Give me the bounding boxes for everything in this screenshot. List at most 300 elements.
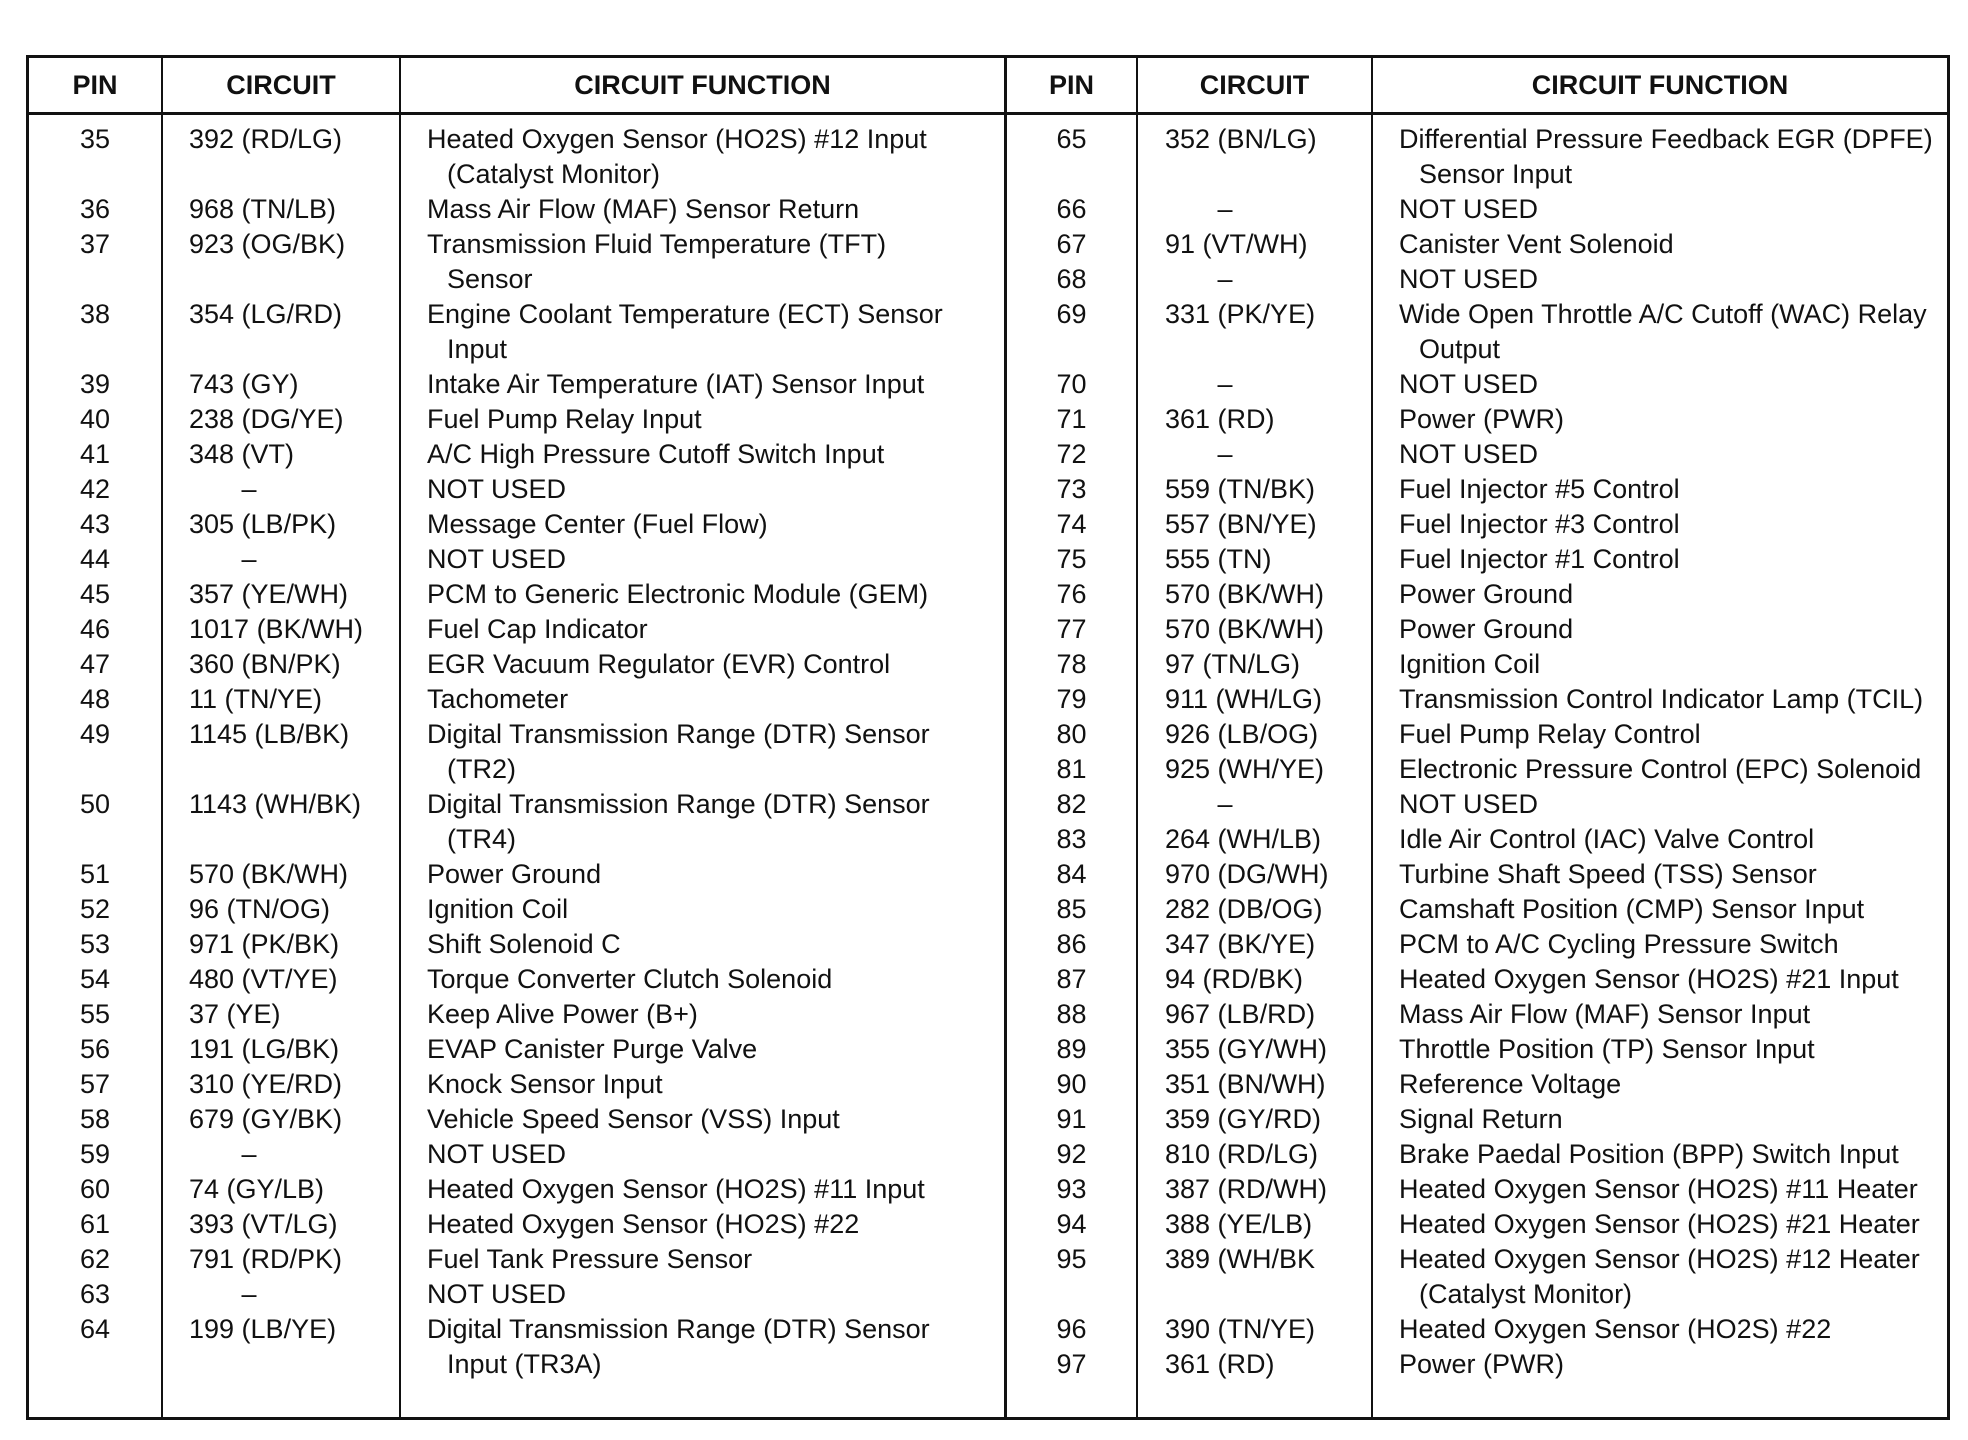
left-table-half xyxy=(29,58,1004,1417)
function-line: Throttle Position (TP) Sensor Input xyxy=(1399,1034,1815,1064)
table-row xyxy=(1007,1067,1947,1102)
function-line: Heated Oxygen Sensor (HO2S) #22 xyxy=(427,1209,860,1239)
circuit-function xyxy=(427,402,1004,437)
pin-number: 95 xyxy=(1056,1244,1087,1274)
table-row xyxy=(1007,577,1947,612)
circuit-id: 354 (LG/RD) xyxy=(189,299,343,329)
circuit-id: 557 (BN/YE) xyxy=(1165,509,1317,539)
circuit-id: 331 (PK/YE) xyxy=(1165,299,1316,329)
circuit-id: 348 (VT) xyxy=(189,439,295,469)
pin-number: 46 xyxy=(79,614,111,644)
circuit-id: 37 (YE) xyxy=(189,999,281,1029)
circuit-id: 1143 (WH/BK) xyxy=(189,789,362,819)
circuit-function xyxy=(427,1067,1004,1102)
table-row xyxy=(1007,1207,1947,1242)
pin-number: 51 xyxy=(79,859,111,889)
circuit-function xyxy=(1399,752,1947,787)
table-row xyxy=(1007,1102,1947,1137)
table-row xyxy=(29,892,1004,927)
pin-number: 40 xyxy=(79,404,111,434)
table-row xyxy=(29,1207,1004,1242)
circuit-function xyxy=(427,1137,1004,1172)
circuit-function xyxy=(1399,122,1947,192)
pin-number: 70 xyxy=(1056,369,1087,399)
function-line: Message Center (Fuel Flow) xyxy=(427,509,768,539)
circuit-id: – xyxy=(1217,369,1233,399)
circuit-id: 389 (WH/BK xyxy=(1165,1244,1316,1274)
function-line: Heated Oxygen Sensor (HO2S) #12 Input xyxy=(427,124,927,154)
pin-number: 87 xyxy=(1056,964,1087,994)
circuit-function xyxy=(427,717,1004,787)
circuit-function xyxy=(1399,1312,1947,1347)
circuit-id: – xyxy=(1217,789,1233,819)
circuit-id: 911 (WH/LG) xyxy=(1165,684,1323,714)
pinout-table xyxy=(26,55,1950,1420)
function-line: Tachometer xyxy=(427,684,569,714)
table-row xyxy=(1007,682,1947,717)
circuit-function xyxy=(427,122,1004,192)
function-line: Heated Oxygen Sensor (HO2S) #21 Input xyxy=(1399,964,1899,994)
pin-number: 73 xyxy=(1056,474,1087,504)
circuit-function xyxy=(1399,647,1947,682)
header-circuit: CIRCUIT xyxy=(1199,70,1310,100)
table-row xyxy=(1007,297,1947,367)
function-line: Fuel Tank Pressure Sensor xyxy=(427,1244,753,1274)
function-line: Digital Transmission Range (DTR) Sensor xyxy=(427,789,930,819)
circuit-id: 392 (RD/LG) xyxy=(189,124,343,154)
function-line: (Catalyst Monitor) xyxy=(1419,1279,1633,1309)
pin-number: 61 xyxy=(79,1209,111,1239)
function-line: Power Ground xyxy=(1399,579,1574,609)
circuit-function xyxy=(1399,857,1947,892)
pin-number: 76 xyxy=(1056,579,1087,609)
pin-number: 56 xyxy=(79,1034,111,1064)
circuit-id: 360 (BN/PK) xyxy=(189,649,341,679)
function-line: Wide Open Throttle A/C Cutoff (WAC) Relay xyxy=(1399,299,1927,329)
function-line: Fuel Pump Relay Control xyxy=(1399,719,1701,749)
table-row xyxy=(29,997,1004,1032)
function-line: NOT USED xyxy=(1399,264,1539,294)
circuit-function xyxy=(1399,1242,1947,1312)
circuit-id: 967 (LB/RD) xyxy=(1165,999,1316,1029)
circuit-function xyxy=(427,927,1004,962)
table-row xyxy=(1007,997,1947,1032)
right-rows xyxy=(1007,122,1947,1382)
circuit-id: 94 (RD/BK) xyxy=(1165,964,1304,994)
function-line: Fuel Injector #1 Control xyxy=(1399,544,1680,574)
function-line: Heated Oxygen Sensor (HO2S) #11 Input xyxy=(427,1174,925,1204)
function-line: Ignition Coil xyxy=(1399,649,1541,679)
circuit-id: 570 (BK/WH) xyxy=(1165,614,1325,644)
table-row xyxy=(1007,122,1947,192)
circuit-id: – xyxy=(1217,264,1233,294)
header-circuit: CIRCUIT xyxy=(226,70,336,100)
pin-number: 93 xyxy=(1056,1174,1087,1204)
function-line: PCM to Generic Electronic Module (GEM) xyxy=(427,579,929,609)
circuit-id: 480 (VT/YE) xyxy=(189,964,338,994)
table-row xyxy=(29,612,1004,647)
pin-number: 36 xyxy=(79,194,111,224)
circuit-id: 387 (RD/WH) xyxy=(1165,1174,1328,1204)
circuit-function xyxy=(1399,717,1947,752)
header-circuit-function: CIRCUIT FUNCTION xyxy=(1531,70,1789,100)
function-line: Differential Pressure Feedback EGR (DPFE) xyxy=(1399,124,1933,154)
function-line: Mass Air Flow (MAF) Sensor Input xyxy=(1399,999,1811,1029)
function-line: Heated Oxygen Sensor (HO2S) #12 Heater xyxy=(1399,1244,1920,1274)
table-row xyxy=(29,647,1004,682)
table-row xyxy=(1007,1312,1947,1347)
circuit-function xyxy=(427,437,1004,472)
circuit-function xyxy=(1399,892,1947,927)
circuit-id: 361 (RD) xyxy=(1165,404,1275,434)
pin-number: 77 xyxy=(1056,614,1087,644)
pin-number: 79 xyxy=(1056,684,1087,714)
circuit-id: – xyxy=(1217,194,1233,224)
pin-number: 85 xyxy=(1056,894,1087,924)
table-row xyxy=(29,297,1004,367)
function-line: Heated Oxygen Sensor (HO2S) #22 xyxy=(1399,1314,1832,1344)
circuit-function xyxy=(427,1242,1004,1277)
table-row xyxy=(29,542,1004,577)
table-row xyxy=(1007,1347,1947,1382)
pin-number: 90 xyxy=(1056,1069,1087,1099)
circuit-id: – xyxy=(241,544,257,574)
table-row xyxy=(29,787,1004,857)
function-line: Turbine Shaft Speed (TSS) Sensor xyxy=(1399,859,1817,889)
circuit-function xyxy=(1399,1207,1947,1242)
function-line: NOT USED xyxy=(1399,194,1539,224)
circuit-function xyxy=(1399,297,1947,367)
pin-number: 83 xyxy=(1056,824,1087,854)
pin-number: 89 xyxy=(1056,1034,1087,1064)
table-row xyxy=(29,1137,1004,1172)
circuit-function xyxy=(427,1312,1004,1382)
table-row xyxy=(29,402,1004,437)
table-header xyxy=(29,58,1004,115)
function-line: Keep Alive Power (B+) xyxy=(427,999,698,1029)
function-line: Knock Sensor Input xyxy=(427,1069,663,1099)
pin-number: 38 xyxy=(79,299,111,329)
circuit-id: 923 (OG/BK) xyxy=(189,229,346,259)
table-row xyxy=(1007,857,1947,892)
pin-number: 57 xyxy=(79,1069,111,1099)
table-row xyxy=(29,1172,1004,1207)
table-row xyxy=(29,367,1004,402)
function-line: (Catalyst Monitor) xyxy=(447,159,661,189)
table-row xyxy=(29,1277,1004,1312)
function-line: NOT USED xyxy=(427,544,567,574)
circuit-id: 191 (LG/BK) xyxy=(189,1034,340,1064)
function-line: Electronic Pressure Control (EPC) Solenoid xyxy=(1399,754,1922,784)
pin-number: 82 xyxy=(1056,789,1087,819)
function-line: NOT USED xyxy=(1399,789,1539,819)
circuit-function xyxy=(1399,402,1947,437)
pin-number: 53 xyxy=(79,929,111,959)
table-row xyxy=(29,507,1004,542)
function-line: Input (TR3A) xyxy=(447,1349,602,1379)
function-line: Power Ground xyxy=(1399,614,1574,644)
circuit-function xyxy=(1399,437,1947,472)
function-line: Digital Transmission Range (DTR) Sensor xyxy=(427,719,930,749)
circuit-function xyxy=(427,227,1004,297)
table-row xyxy=(29,192,1004,227)
circuit-id: 11 (TN/YE) xyxy=(189,684,323,714)
pin-number: 58 xyxy=(79,1104,111,1134)
function-line: Brake Paedal Position (BPP) Switch Input xyxy=(1399,1139,1899,1169)
circuit-id: 352 (BN/LG) xyxy=(1165,124,1317,154)
pin-number: 47 xyxy=(79,649,111,679)
circuit-function xyxy=(427,367,1004,402)
function-line: Idle Air Control (IAC) Valve Control xyxy=(1399,824,1815,854)
circuit-id: – xyxy=(241,474,257,504)
table-row xyxy=(1007,507,1947,542)
circuit-function xyxy=(1399,192,1947,227)
circuit-id: – xyxy=(1217,439,1233,469)
pin-number: 80 xyxy=(1056,719,1087,749)
table-row xyxy=(1007,472,1947,507)
pin-number: 84 xyxy=(1056,859,1087,889)
function-line: Heated Oxygen Sensor (HO2S) #21 Heater xyxy=(1399,1209,1920,1239)
function-line: Power (PWR) xyxy=(1399,1349,1565,1379)
table-row xyxy=(1007,192,1947,227)
pin-number: 50 xyxy=(79,789,111,819)
pin-number: 49 xyxy=(79,719,111,749)
function-line: Signal Return xyxy=(1399,1104,1563,1134)
pin-number: 54 xyxy=(79,964,111,994)
circuit-id: 351 (BN/WH) xyxy=(1165,1069,1326,1099)
pin-number: 42 xyxy=(79,474,111,504)
circuit-function xyxy=(1399,927,1947,962)
circuit-function xyxy=(427,192,1004,227)
circuit-function xyxy=(1399,997,1947,1032)
pin-number: 45 xyxy=(79,579,111,609)
circuit-function xyxy=(427,297,1004,367)
circuit-id: 393 (VT/LG) xyxy=(189,1209,338,1239)
circuit-function xyxy=(1399,682,1947,717)
table-row xyxy=(29,857,1004,892)
circuit-function xyxy=(427,1102,1004,1137)
circuit-function xyxy=(1399,542,1947,577)
circuit-id: 238 (DG/YE) xyxy=(189,404,344,434)
table-row xyxy=(1007,927,1947,962)
table-row xyxy=(1007,892,1947,927)
circuit-id: 570 (BK/WH) xyxy=(189,859,349,889)
table-row xyxy=(1007,612,1947,647)
circuit-id: 97 (TN/LG) xyxy=(1165,649,1301,679)
circuit-id: 347 (BK/YE) xyxy=(1165,929,1316,959)
pin-number: 44 xyxy=(79,544,111,574)
circuit-function xyxy=(1399,1032,1947,1067)
circuit-function xyxy=(427,1032,1004,1067)
circuit-id: 388 (YE/LB) xyxy=(1165,1209,1313,1239)
circuit-id: 74 (GY/LB) xyxy=(189,1174,325,1204)
table-row xyxy=(1007,752,1947,787)
circuit-function xyxy=(1399,1067,1947,1102)
circuit-function xyxy=(1399,787,1947,822)
function-line: Transmission Control Indicator Lamp (TCIL) xyxy=(1399,684,1924,714)
function-line: Fuel Injector #5 Control xyxy=(1399,474,1680,504)
function-line: A/C High Pressure Cutoff Switch Input xyxy=(427,439,885,469)
table-row xyxy=(29,1242,1004,1277)
circuit-function xyxy=(427,612,1004,647)
circuit-function xyxy=(1399,1347,1947,1382)
pin-number: 65 xyxy=(1056,124,1087,154)
circuit-id: 968 (TN/LB) xyxy=(189,194,337,224)
table-row xyxy=(29,1102,1004,1137)
table-row xyxy=(1007,1137,1947,1172)
function-line: (TR2) xyxy=(447,754,516,784)
circuit-id: 390 (TN/YE) xyxy=(1165,1314,1316,1344)
circuit-id: 264 (WH/LB) xyxy=(1165,824,1322,854)
function-line: Reference Voltage xyxy=(1399,1069,1622,1099)
function-line: Torque Converter Clutch Solenoid xyxy=(427,964,833,994)
circuit-function xyxy=(427,682,1004,717)
circuit-function xyxy=(427,787,1004,857)
function-line: Ignition Coil xyxy=(427,894,569,924)
pin-number: 43 xyxy=(79,509,111,539)
pin-number: 71 xyxy=(1056,404,1087,434)
pin-number: 91 xyxy=(1056,1104,1087,1134)
pin-number: 35 xyxy=(79,124,111,154)
pin-number: 81 xyxy=(1056,754,1087,784)
table-row xyxy=(29,122,1004,192)
function-line: Intake Air Temperature (IAT) Sensor Input xyxy=(427,369,925,399)
circuit-id: 355 (GY/WH) xyxy=(1165,1034,1328,1064)
circuit-function xyxy=(427,1207,1004,1242)
circuit-id: 305 (LB/PK) xyxy=(189,509,337,539)
function-line: Input xyxy=(447,334,508,364)
function-line: Camshaft Position (CMP) Sensor Input xyxy=(1399,894,1865,924)
table-row xyxy=(29,227,1004,297)
table-row xyxy=(1007,1172,1947,1207)
table-row xyxy=(29,1032,1004,1067)
pin-number: 88 xyxy=(1056,999,1087,1029)
circuit-function xyxy=(427,472,1004,507)
pin-number: 52 xyxy=(79,894,111,924)
function-line: Power (PWR) xyxy=(1399,404,1565,434)
circuit-id: 96 (TN/OG) xyxy=(189,894,331,924)
table-row xyxy=(29,1312,1004,1382)
table-row xyxy=(1007,437,1947,472)
function-line: Vehicle Speed Sensor (VSS) Input xyxy=(427,1104,840,1134)
pin-number: 59 xyxy=(79,1139,111,1169)
function-line: NOT USED xyxy=(427,474,567,504)
pin-number: 64 xyxy=(79,1314,111,1344)
circuit-function xyxy=(1399,1102,1947,1137)
table-row xyxy=(1007,262,1947,297)
table-row xyxy=(1007,542,1947,577)
pin-number: 78 xyxy=(1056,649,1087,679)
pin-number: 68 xyxy=(1056,264,1087,294)
circuit-id: 282 (DB/OG) xyxy=(1165,894,1323,924)
circuit-id: – xyxy=(241,1139,257,1169)
function-line: Canister Vent Solenoid xyxy=(1399,229,1674,259)
pin-number: 92 xyxy=(1056,1139,1087,1169)
header-circuit-function: CIRCUIT FUNCTION xyxy=(574,70,831,100)
pin-number: 48 xyxy=(79,684,111,714)
circuit-id: 357 (YE/WH) xyxy=(189,579,349,609)
function-line: Fuel Pump Relay Input xyxy=(427,404,702,434)
header-pin: PIN xyxy=(72,70,118,100)
circuit-function xyxy=(1399,507,1947,542)
pin-number: 69 xyxy=(1056,299,1087,329)
circuit-id: 1017 (BK/WH) xyxy=(189,614,364,644)
header-pin: PIN xyxy=(1048,70,1094,100)
circuit-id: 559 (TN/BK) xyxy=(1165,474,1316,504)
circuit-id: – xyxy=(241,1279,257,1309)
circuit-function xyxy=(1399,577,1947,612)
pin-number: 63 xyxy=(79,1279,111,1309)
function-line: NOT USED xyxy=(427,1279,567,1309)
circuit-id: 1145 (LB/BK) xyxy=(189,719,350,749)
circuit-id: 570 (BK/WH) xyxy=(1165,579,1325,609)
table-row xyxy=(1007,787,1947,822)
table-row xyxy=(1007,1242,1947,1312)
circuit-function xyxy=(427,577,1004,612)
circuit-id: 555 (TN) xyxy=(1165,544,1272,574)
function-line: NOT USED xyxy=(427,1139,567,1169)
circuit-id: 361 (RD) xyxy=(1165,1349,1275,1379)
function-line: Output xyxy=(1419,334,1501,364)
circuit-id: 743 (GY) xyxy=(189,369,299,399)
circuit-id: 926 (LB/OG) xyxy=(1165,719,1319,749)
table-row xyxy=(29,1067,1004,1102)
circuit-function xyxy=(427,1172,1004,1207)
pin-number: 62 xyxy=(79,1244,111,1274)
function-line: NOT USED xyxy=(1399,369,1539,399)
circuit-function xyxy=(1399,472,1947,507)
function-line: Fuel Injector #3 Control xyxy=(1399,509,1680,539)
function-line: NOT USED xyxy=(1399,439,1539,469)
circuit-function xyxy=(1399,227,1947,262)
pin-number: 55 xyxy=(79,999,111,1029)
circuit-id: 199 (LB/YE) xyxy=(189,1314,337,1344)
circuit-function xyxy=(1399,822,1947,857)
function-line: EVAP Canister Purge Valve xyxy=(427,1034,758,1064)
function-line: Power Ground xyxy=(427,859,602,889)
pin-number: 86 xyxy=(1056,929,1087,959)
table-row xyxy=(29,927,1004,962)
circuit-function xyxy=(1399,262,1947,297)
table-row xyxy=(1007,647,1947,682)
table-row xyxy=(1007,822,1947,857)
table-row xyxy=(1007,1032,1947,1067)
pin-number: 74 xyxy=(1056,509,1087,539)
table-row xyxy=(1007,717,1947,752)
function-line: Fuel Cap Indicator xyxy=(427,614,648,644)
circuit-function xyxy=(427,962,1004,997)
pin-number: 60 xyxy=(79,1174,111,1204)
circuit-id: 91 (VT/WH) xyxy=(1165,229,1308,259)
pin-number: 72 xyxy=(1056,439,1087,469)
pin-number: 37 xyxy=(79,229,111,259)
circuit-function xyxy=(427,997,1004,1032)
table-row xyxy=(1007,402,1947,437)
function-line: Digital Transmission Range (DTR) Sensor xyxy=(427,1314,930,1344)
table-row xyxy=(29,682,1004,717)
circuit-function xyxy=(1399,1137,1947,1172)
function-line: (TR4) xyxy=(447,824,516,854)
table-row xyxy=(1007,227,1947,262)
circuit-id: 310 (YE/RD) xyxy=(189,1069,343,1099)
table-row xyxy=(29,472,1004,507)
pin-number: 67 xyxy=(1056,229,1087,259)
circuit-function xyxy=(1399,612,1947,647)
function-line: PCM to A/C Cycling Pressure Switch xyxy=(1399,929,1839,959)
table-header xyxy=(1007,58,1947,115)
pin-number: 94 xyxy=(1056,1209,1087,1239)
circuit-id: 791 (RD/PK) xyxy=(189,1244,343,1274)
